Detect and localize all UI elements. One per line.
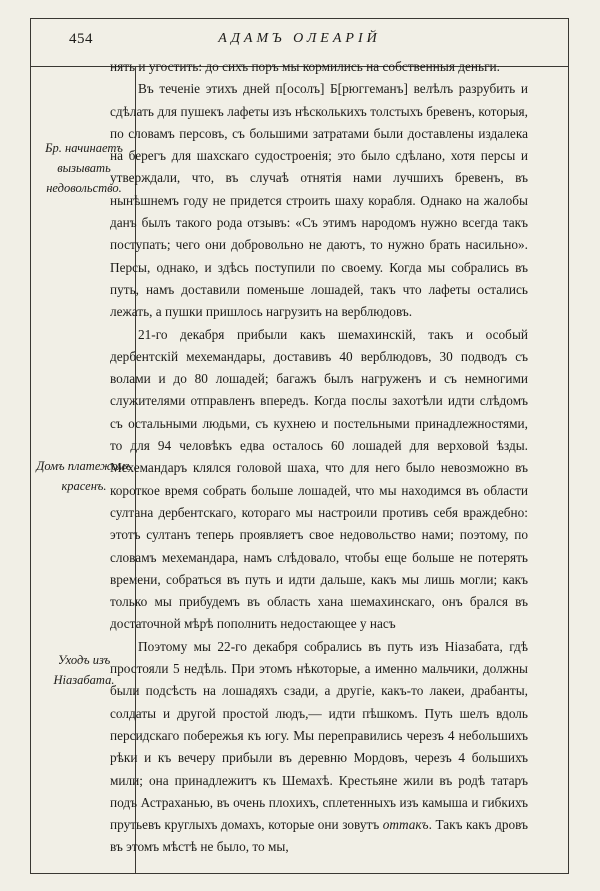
paragraph-text-end: . Такъ какъ дровъ въ этомъ мѣстѣ не было, то мы, [110,817,528,855]
paragraph: 21-го декабря прибыли какъ шемахинскій, такъ и особый дербентскій мехемандары, доставивъ 40 верблюдовъ, 30 подводъ съ волами и до 80 лошадей; багажъ былъ нагруженъ и съ немногими служителями отправленъ впередъ. Когда послы захотѣли идти слѣдомъ съ остальными людьми, съ кухнею и постельными принадлежностями, то для 94 человѣкъ едва осталось 60 лошадей для верховой ѣзды. Мехемандаръ клялся головой шаха, что для него было невозможно въ короткое время собрать больше лошадей, что мы находимся въ области султана дербентскаго, котораго мы настроили противъ себя враждебно: этотъ султанъ теперь проявляетъ свое недовольство нами; поэтому, по словамъ мехемандара, намъ слѣдовало, чтобы еще больше не потерять времени, собраться въ путь и идти дальше, какъ мы лишь могли; какъ только мы прибудемъ въ область хана шемахинскаго, онъ брался въ достаточной мѣрѣ пополнить недостающее у насъ [110,326,528,632]
paragraph: Въ теченіе этихъ дней п[осолъ] Б[рюггеманъ] велѣлъ разрубить и сдѣлать для пушекъ лафеты изъ нѣсколькихъ толстыхъ бревенъ, которыя, по словамъ персовъ, съ большими затратами были доставлены издалека на берегъ для шахскаго судостроенія; это было сдѣлано, хотя персы и утверждали, что, въ случаѣ отнятія нами лучшихъ бревенъ, въ нынѣшнемъ году не придется строить шаху корабля. Однако на жалобы данъ былъ такого рода отзывъ: «Съ этимъ народомъ нужно всегда такъ поступать; чего они добровольно не даютъ, то нужно брать насильно». Персы, однако, и здѣсь поступили по своему. Когда мы собрались въ путь, намъ доставили поменьше лошадей, такъ что лафеты остались лежать, а пушки пришлось нагрузить на верблюдовъ. [110,81,528,320]
italic-term: оттакъ [382,817,429,833]
body-text [110,56,528,859]
margin-note-discontent: Бр. начинаетъ вызывать недовольство. [45,141,123,195]
page-number: 454 [69,31,93,47]
paragraph [110,636,528,859]
paragraph-text: Поэтому мы 22-го декабря собрались въ путь изъ Ніазабата, гдѣ простояли 5 недѣль. При этомъ нѣкоторые, а именно мальчики, должны были подсѣсть на лошадяхъ сзади, а другіе, какъ-то лакеи, драбанты, солдаты и другой простой людъ,— идти пѣшкомъ. Путь шелъ вдоль персидскаго побережья къ югу. Мы переправились черезъ 4 небольшихъ рѣки и къ вечеру прибыли въ деревню Мордовъ, черезъ 4 большихъ мили; она принадлежитъ къ Шемахѣ. Крестьяне жили въ родѣ татаръ подъ Астраханью, въ очень плохихъ, сплетенныхъ изъ камыша и гибкихъ прутьевъ круглыхъ домахъ, которые они зовутъ [110,638,528,833]
margin-note-departure: Уходъ изъ Ніазабата. [53,653,115,687]
margin-note-debt: Домъ платежомъ красенъ. [36,459,132,493]
running-title: АДАМЪ ОЛЕАРІЙ [218,31,381,46]
paragraph: нять и угостить: до сихъ поръ мы кормились на собственныя деньги. [110,59,500,74]
